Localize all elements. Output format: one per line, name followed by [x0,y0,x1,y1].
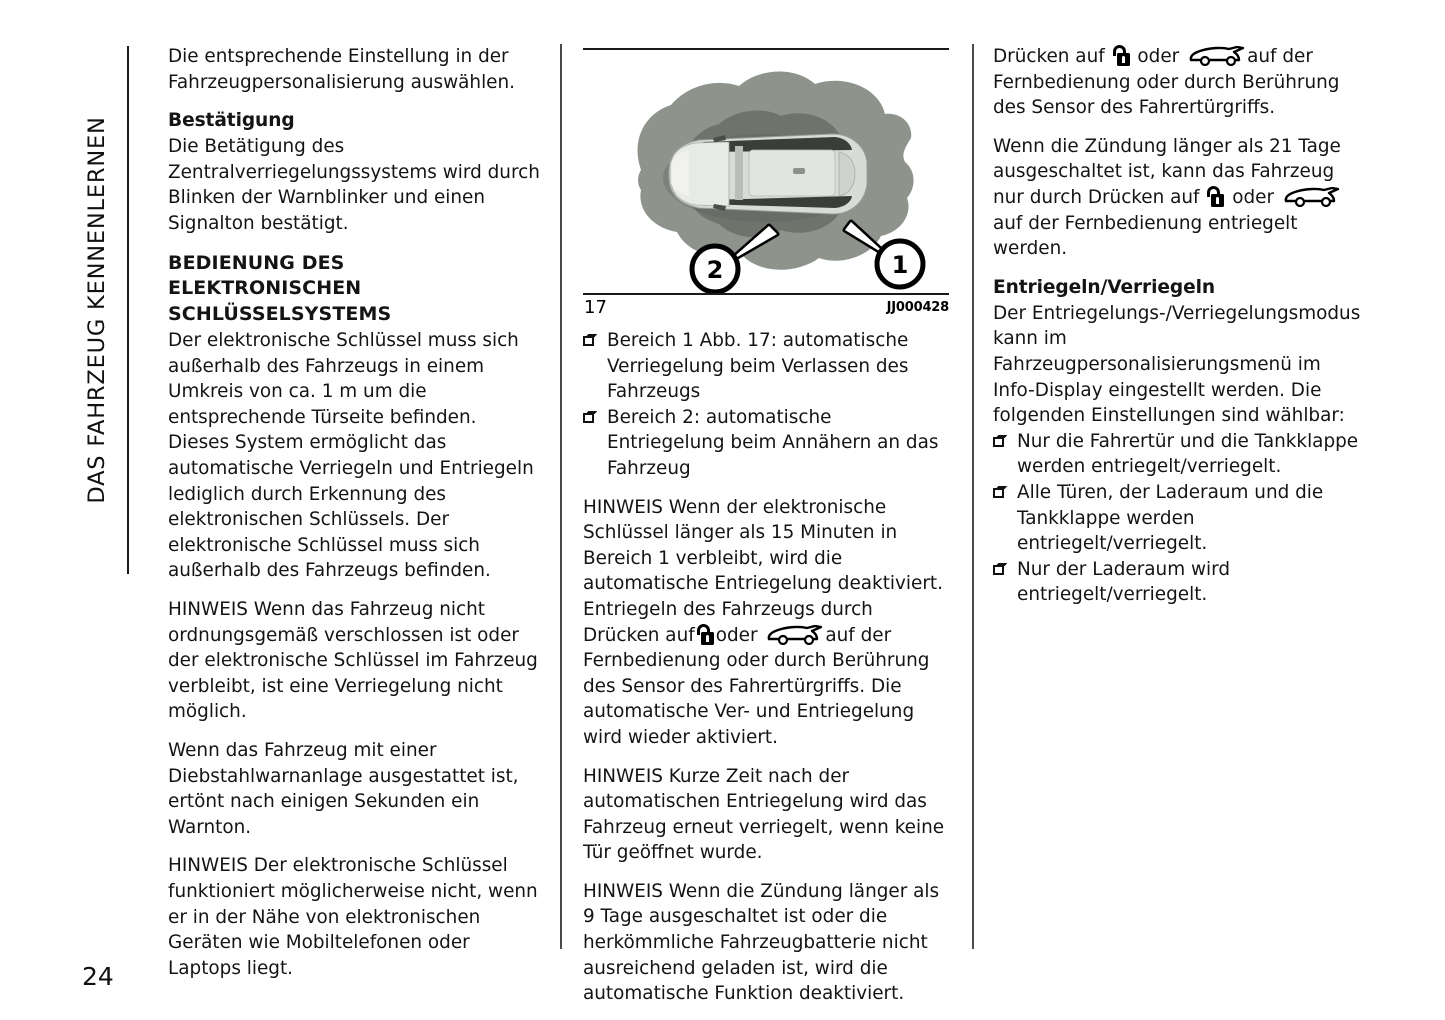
list-item-label: Alle Türen, der Laderaum und die Tankklappe werden entriegelt/verriegelt. [1017,481,1324,555]
list-item-label: Bereich 2: automatische Entriegelung beim Annähern an das Fahrzeug [607,406,939,479]
list-item-nur-laderaum [993,557,1365,608]
paragraph-druecken-auf [993,44,1365,121]
middle-column [583,328,951,1020]
paragraph-text-part-b: auf der Fernbedienung entriegelt werden. [993,212,1298,260]
heading-bedienung-schluesselsystem: BEDIENUNG DES ELEKTRONISCHEN SCHLÜSSELSYSTEMS [168,251,392,325]
column-divider-right [972,44,974,949]
car-silhouette-icon [1187,46,1245,66]
figure-caption-row [583,297,949,319]
paragraph-text-part-b: auf der Fernbedienung oder durch Berührung des Sensor des Fahrertürgriffs. Die automatische Ver- und Entriegelung wird wieder aktiviert. [583,624,930,748]
column-divider-left [560,44,562,949]
right-column [993,44,1365,608]
paragraph-diebstahlwarnanlage: Wenn das Fahrzeug mit einer Diebstahlwarnanlage ausgestattet ist, ertönt nach einigen Sekunden ein Warnton. [168,739,519,838]
callout-1-label: 1 [891,251,909,279]
callout-2-label: 2 [706,256,724,284]
paragraph-text-or: oder [1137,46,1180,67]
page-number: 24 [82,962,114,991]
paragraph-zuendung-21-tage [993,134,1365,262]
chapter-side-tab [62,40,132,580]
car-silhouette-icon [765,625,823,645]
paragraph-text-part-b: auf der Fernbedienung oder durch Berührung des Sensor des Fahrertürgriffs. [993,46,1340,119]
paragraph-text-or: oder [1232,186,1275,208]
square-bullet-icon [993,488,1004,498]
side-tab-divider [127,46,129,574]
keyless-zones-diagram [583,50,949,293]
figure-illustration [583,50,949,293]
chapter-side-tab-label: DAS FAHRZEUG KENNENLERNEN [84,116,110,504]
unlock-icon [697,624,714,645]
paragraph-hinweis-15-minuten [583,495,951,751]
list-item-label: Nur die Fahrertür und die Tankklappe werden entriegelt/verriegelt. [1017,430,1359,478]
square-bullet-icon [993,565,1004,575]
paragraph-hinweis-9-tage: HINWEIS Wenn die Zündung länger als 9 Tage ausgeschaltet ist oder die herkömmliche Fahrzeugbatterie nicht ausreichend geladen ist, wird die automatische Funktion deaktiviert. [583,880,940,1005]
list-item-bereich-2 [583,405,951,482]
paragraph-personalisierung: Die entsprechende Einstellung in der Fahrzeugpersonalisierung auswählen. [168,46,515,93]
list-item-label: Nur der Laderaum wird entriegelt/verriegelt. [1017,558,1231,606]
paragraph-hinweis-verschlossen: HINWEIS Wenn das Fahrzeug nicht ordnungsgemäß verschlossen ist oder der elektronische Schlüssel im Fahrzeug verbleibt, ist eine Verriegelung nicht möglich. [168,599,538,723]
figure-17 [583,48,949,319]
square-bullet-icon [993,437,1004,447]
unlock-icon [1207,186,1224,207]
car-top-view [663,134,867,222]
heading-entriegeln-verriegeln: Entriegeln/Verriegeln [993,276,1216,298]
paragraph-schluessel-umkreis: Der elektronische Schlüssel muss sich außerhalb des Fahrzeugs in einem Umkreis von ca. 1 m um die entsprechende Türseite befinden. [168,330,519,428]
figure-rule-bottom [583,293,949,295]
paragraph-entriegelungsmodus: Der Entriegelungs-/Verriegelungsmodus kann im Fahrzeugpersonalisierungsmenü im Info-Display eingestellt werden. Die folgenden Einstellungen sind wählbar: [993,302,1361,427]
figure-code: JJ000428 [886,300,949,315]
paragraph-betaetigung: Die Betätigung des Zentralverriegelungssystems wird durch Blinken der Warnblinker und einen Signalton bestätigt. [168,136,540,234]
unlock-icon [1113,45,1130,66]
paragraph-text-part-a: Drücken auf [993,46,1105,67]
paragraph-text-part-a: HINWEIS Wenn der elektronische Schlüssel länger als 15 Minuten in Bereich 1 verbleibt, wird die automatische Entriegelung deaktiviert. Entriegeln des Fahrzeugs durch Drücken auf [583,496,943,646]
paragraph-system-ermoeglicht: Dieses System ermöglicht das automatische Verriegeln und Entriegeln lediglich durch Erkennung des elektronischen Schlüssels. Der elektronische Schlüssel muss sich außerhalb des Fahrzeugs befinden. [168,432,534,582]
left-column [168,44,540,994]
figure-number: 17 [584,297,607,318]
list-item-bereich-1 [583,328,951,405]
paragraph-hinweis-elektronische-geraete: HINWEIS Der elektronische Schlüssel funktioniert möglicherweise nicht, wenn er in der Nähe von elektronischen Geräten wie Mobiltelefonen oder Laptops liegt. [168,855,538,979]
paragraph-hinweis-kurze-zeit: HINWEIS Kurze Zeit nach der automatischen Entriegelung wird das Fahrzeug erneut verriegelt, wenn keine Tür geöffnet wurde. [583,765,945,864]
list-item-label: Bereich 1 Abb. 17: automatische Verriegelung beim Verlassen des Fahrzeugs [607,330,909,403]
paragraph-text-or: oder [715,624,758,646]
heading-bestaetigung: Bestätigung [168,110,295,132]
paragraph-text-part-a: Wenn die Zündung länger als 21 Tage ausgeschaltet ist, kann das Fahrzeug nur durch Drücken auf [993,135,1341,208]
list-item-nur-fahrertuer [993,429,1365,480]
square-bullet-icon [583,413,594,423]
list-item-alle-tueren [993,480,1365,557]
car-silhouette-icon [1282,187,1340,207]
square-bullet-icon [583,336,594,346]
